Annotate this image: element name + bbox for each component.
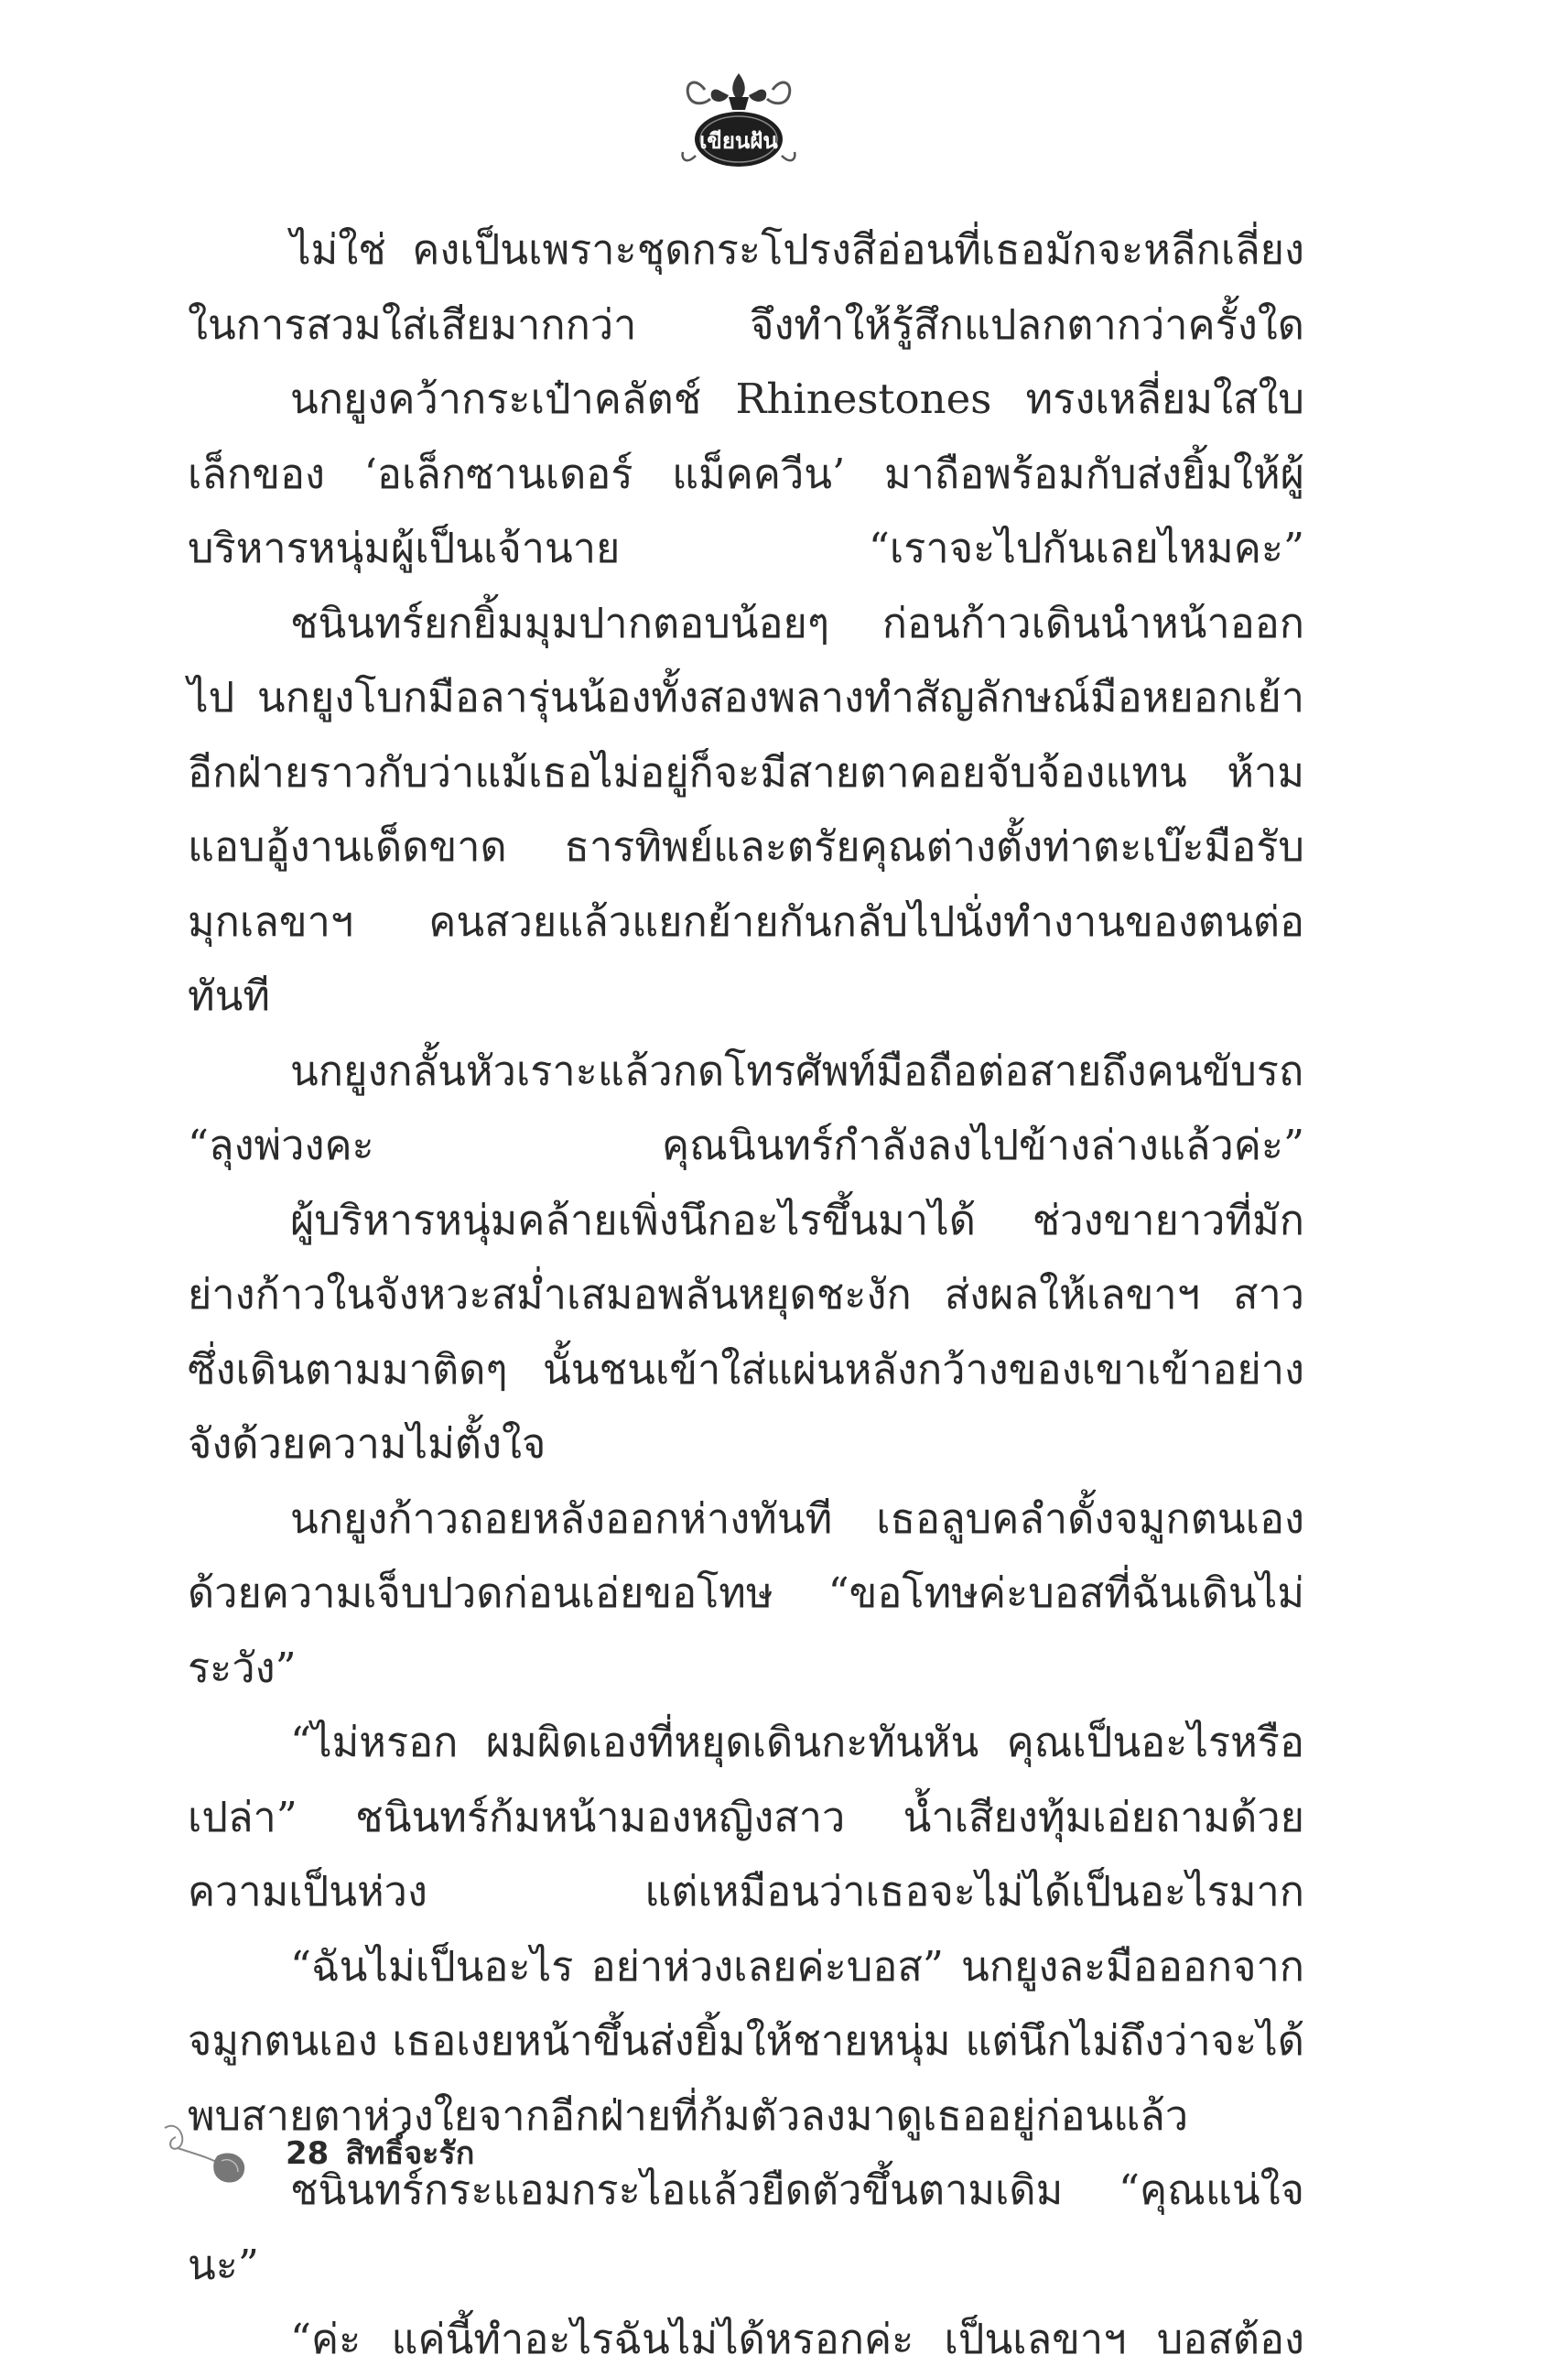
- page-number: 28: [286, 2135, 330, 2172]
- paragraph: นกยูงคว้ากระเป๋าคลัตช์ Rhinestones ทรงเหลี่ยมใสใบเล็กของ ‘อเล็กซานเดอร์ แม็คควีน’ มาถือพร้อมกับส่งยิ้มให้ผู้บริหารหนุ่มผู้เป็นเจ้านาย “เราจะไปกันเลยไหมคะ”: [188, 374, 1304, 572]
- paragraph: “ค่ะ แค่นี้ทำอะไรฉันไม่ได้หรอกค่ะ เป็นเลขาฯ บอสต้อง: [290, 2315, 1304, 2363]
- paragraph: “ไม่หรอก ผมผิดเองที่หยุดเดินกะทันหัน คุณเป็นอะไรหรือเปล่า” ชนินทร์ก้มหน้ามองหญิงสาว น้ำเสียงทุ้มเอ่ยถามด้วยความเป็นห่วง แต่เหมือนว่าเธอจะไม่ได้เป็นอะไรมาก: [188, 1718, 1304, 1916]
- paragraph: “ฉันไม่เป็นอะไร อย่าห่วงเลยค่ะบอส” นกยูงละมือออกจากจมูกตนเอง เธอเงยหน้าขึ้นส่งยิ้มให้ชายหนุ่ม แต่นึกไม่ถึงว่าจะได้พบสายตาห่วงใยจากอีกฝ่ายที่ก้มตัวลงมาดูเธออยู่ก่อนแล้ว: [188, 1941, 1304, 2140]
- paragraph: นกยูงกลั้นหัวเราะแล้วกดโทรศัพท์มือถือต่อสายถึงคนขับรถ “ลุงพ่วงคะ คุณนินทร์กำลังลงไปข้างล่างแล้วค่ะ”: [188, 1046, 1304, 1169]
- book-title: สิทธิ์จะรัก: [345, 2135, 475, 2172]
- paragraph: นกยูงก้าวถอยหลังออกห่างทันที เธอลูบคลำดั้งจมูกตนเองด้วยความเจ็บปวดก่อนเอ่ยขอโทษ “ขอโทษค่ะบอสที่ฉันเดินไม่ระวัง”: [188, 1493, 1304, 1692]
- swirl-leaf-ornament-icon: [161, 2115, 253, 2188]
- crest-emblem-icon: [677, 64, 800, 176]
- chapter-body: [188, 212, 1304, 2377]
- page-footer: [161, 2115, 710, 2188]
- paragraph: ชนินทร์กระแอมกระไอแล้วยืดตัวขึ้นตามเดิม “คุณแน่ใจนะ”: [188, 2165, 1304, 2289]
- paragraph: ไม่ใช่ คงเป็นเพราะชุดกระโปรงสีอ่อนที่เธอมักจะหลีกเลี่ยงในการสวมใส่เสียมากกว่า จึงทำให้รู้สึกแปลกตากว่าครั้งใด: [188, 225, 1304, 349]
- paragraph: ผู้บริหารหนุ่มคล้ายเพิ่งนึกอะไรขึ้นมาได้ ช่วงขายาวที่มักย่างก้าวในจังหวะสม่ำเสมอพลันหยุดชะงัก ส่งผลให้เลขาฯ สาวซึ่งเดินตามมาติดๆ นั้นชนเข้าใส่แผ่นหลังกว้างของเขาเข้าอย่างจังด้วยความไม่ตั้งใจ: [188, 1195, 1304, 1468]
- logo-text: เขียนฝัน: [699, 128, 778, 154]
- paragraph: ชนินทร์ยกยิ้มมุมปากตอบน้อยๆ ก่อนก้าวเดินนำหน้าออกไป นกยูงโบกมือลารุ่นน้องทั้งสองพลางทำสัญลักษณ์มือหยอกเย้าอีกฝ่ายราวกับว่าแม้เธอไม่อยู่ก็จะมีสายตาคอยจับจ้องแทน ห้ามแอบอู้งานเด็ดขาด ธารทิพย์และตรัยคุณต่างตั้งท่าตะเบ๊ะมือรับมุกเลขาฯ คนสวยแล้วแยกย้ายกันกลับไปนั่งทำงานของตนต่อทันที: [188, 598, 1304, 1020]
